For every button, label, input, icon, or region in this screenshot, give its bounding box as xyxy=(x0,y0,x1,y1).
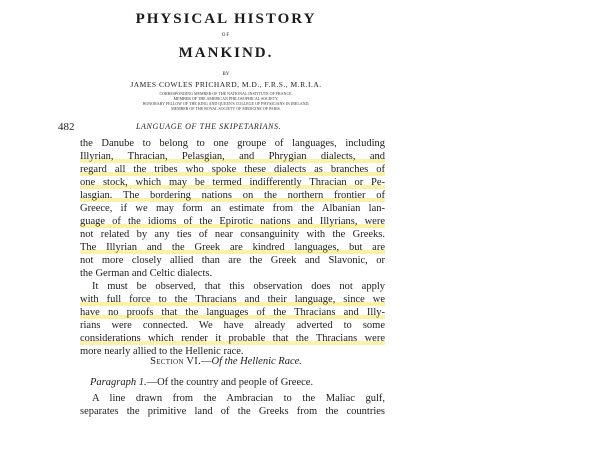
section-dash: — xyxy=(201,356,212,367)
text-line: more nearly allied to the Hellenic race. xyxy=(80,346,244,357)
text-line-highlighted: guage of the idioms of the Epirotic nations and Illyrians, were xyxy=(80,216,385,227)
scanned-page xyxy=(56,0,396,450)
running-head xyxy=(56,120,396,134)
text-line: A line drawn from the Ambracian to the Maliac gulf, xyxy=(92,393,385,404)
section-title: Of the Hellenic Race. xyxy=(211,356,302,367)
author-credential: MEMBER OF THE AMERICAN PHILOSOPHICAL SOCIETY, xyxy=(173,96,279,101)
paragraph-title: Of the country and people of Greece. xyxy=(157,377,314,388)
section-heading xyxy=(56,355,396,369)
text-line: Greece, if we may form an estimate from the Albanian lan- xyxy=(80,203,385,214)
closing-text xyxy=(80,392,385,418)
by-line: BY xyxy=(222,72,230,77)
author-credential: HONORARY FELLOW OF THE KING AND QUEEN'S COLLEGE OF PHYSICIANS IN IRELAND, xyxy=(142,101,310,106)
paragraph-label: Paragraph 1. xyxy=(90,377,147,388)
title-block xyxy=(56,0,396,116)
text-line-highlighted: regard all the tribes who spoke these dialects as branches of xyxy=(80,164,385,175)
text-line-highlighted: lasgian. The bordering nations on the northern frontier of xyxy=(80,190,385,201)
body-text xyxy=(80,137,385,358)
text-line-highlighted: considerations which render it probable that the Thracians were xyxy=(80,333,385,344)
text-line: not more closely allied than are the Greek and Slavonic, or xyxy=(80,255,385,266)
author-credential: MEMBER OF THE ROYAL SOCIETY OF MEDICINE OF PARIS. xyxy=(171,106,281,111)
book-subtitle: MANKIND. xyxy=(178,45,274,61)
text-line: rians were connected. We have already adverted to some xyxy=(80,320,385,331)
text-line: the German and Celtic dialects. xyxy=(80,268,213,279)
author-name: JAMES COWLES PRICHARD, M.D., F.R.S., M.R.I.A. xyxy=(130,80,322,89)
page-number: 482 xyxy=(58,121,75,133)
text-line-highlighted: one stock, which may be termed indifferently Thracian or Pe- xyxy=(80,177,385,188)
author-credential: CORRESPONDING MEMBER OF THE NATIONAL INSTITUTE OF FRANCE, xyxy=(159,91,293,96)
text-line: separates the primitive land of the Greeks from the countries xyxy=(80,406,385,417)
book-title: PHYSICAL HISTORY xyxy=(135,11,317,27)
title-connector: OF xyxy=(221,33,231,38)
text-line-highlighted: The Illyrian and the Greek are kindred languages, but are xyxy=(80,242,385,253)
text-line-highlighted: with full force to the Thracians and their language, since we xyxy=(80,294,385,305)
paragraph-dash: — xyxy=(146,377,158,388)
running-title: LANGUAGE OF THE SKIPETARIANS. xyxy=(136,122,282,131)
text-line: the Danube to belong to one groupe of languages, including xyxy=(80,138,385,149)
text-line-highlighted: have no proofs that the languages of the Thracians and Illy- xyxy=(80,307,385,318)
text-line: not related by any ties of near consanguinity with the Greeks. xyxy=(80,229,385,240)
paragraph-heading xyxy=(90,376,313,390)
section-label: Section VI. xyxy=(150,356,202,367)
text-line-highlighted: Illyrian, Thracian, Pelasgian, and Phrygian dialects, and xyxy=(80,151,385,162)
text-line: It must be observed, that this observation does not apply xyxy=(92,281,385,292)
